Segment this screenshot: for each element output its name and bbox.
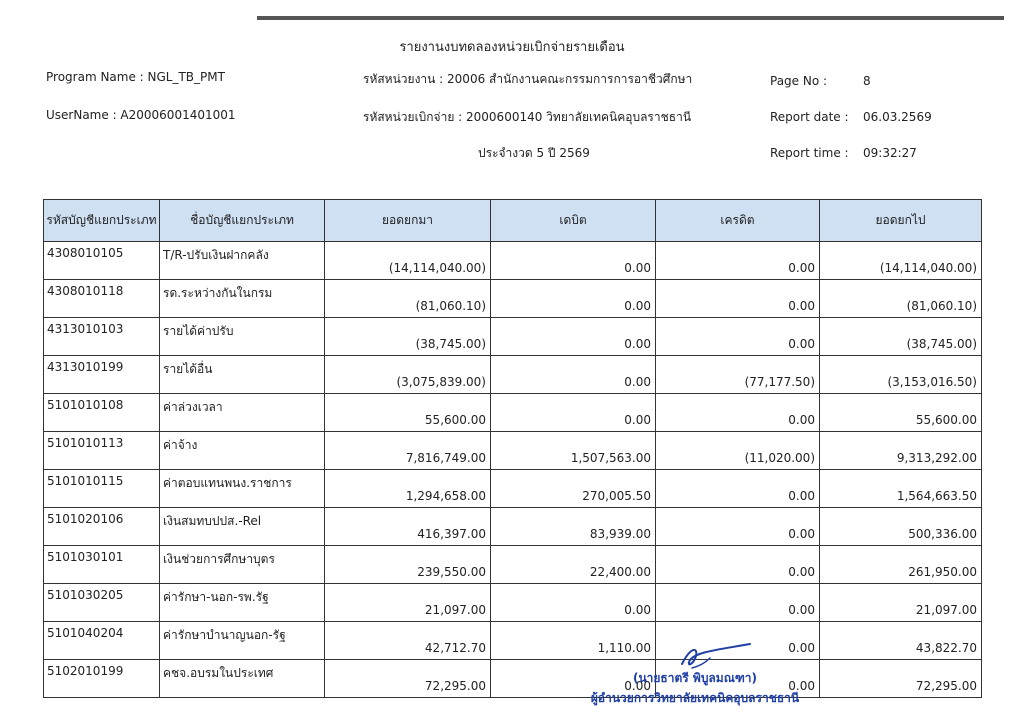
debit: 0.00	[491, 584, 656, 622]
table-row	[44, 660, 982, 698]
table-row	[44, 584, 982, 622]
closing-balance: 43,822.70	[820, 622, 982, 660]
table-row	[44, 280, 982, 318]
account-code: 4308010118	[44, 280, 160, 318]
table-row	[44, 622, 982, 660]
account-name: ค่าล่วงเวลา	[160, 394, 325, 432]
header-account-name: ชื่อบัญชีแยกประเภท	[160, 200, 325, 242]
header-account-code: รหัสบัญชีแยกประเภท	[44, 200, 160, 242]
closing-balance: 1,564,663.50	[820, 470, 982, 508]
closing-balance: (14,114,040.00)	[820, 242, 982, 280]
account-name: ค่าตอบแทนพนง.ราชการ	[160, 470, 325, 508]
credit: 0.00	[656, 622, 820, 660]
account-code: 5101030101	[44, 546, 160, 584]
debit: 0.00	[491, 318, 656, 356]
opening-balance: 72,295.00	[325, 660, 491, 698]
debit: 270,005.50	[491, 470, 656, 508]
account-code: 5101010115	[44, 470, 160, 508]
debit: 0.00	[491, 242, 656, 280]
opening-balance: 1,294,658.00	[325, 470, 491, 508]
agency-code: รหัสหน่วยงาน : 20006 สำนักงานคณะกรรมการการอาชีวศึกษา	[363, 72, 693, 86]
opening-balance: (14,114,040.00)	[325, 242, 491, 280]
opening-balance: (81,060.10)	[325, 280, 491, 318]
credit: 0.00	[656, 318, 820, 356]
credit: 0.00	[656, 242, 820, 280]
opening-balance: 416,397.00	[325, 508, 491, 546]
debit: 0.00	[491, 356, 656, 394]
table-row	[44, 394, 982, 432]
handwritten-signature-mark	[676, 638, 756, 672]
table-row	[44, 546, 982, 584]
debit: 83,939.00	[491, 508, 656, 546]
opening-balance: 42,712.70	[325, 622, 491, 660]
closing-balance: 55,600.00	[820, 394, 982, 432]
account-code: 5101030205	[44, 584, 160, 622]
user-name: UserName : A20006001401001	[46, 108, 236, 122]
header-opening-balance: ยอดยกมา	[325, 200, 491, 242]
opening-balance: 239,550.00	[325, 546, 491, 584]
table-row	[44, 432, 982, 470]
table-row	[44, 508, 982, 546]
table-header-row	[44, 200, 982, 242]
table-row	[44, 318, 982, 356]
debit: 1,110.00	[491, 622, 656, 660]
signature-block	[560, 668, 830, 708]
account-code: 4308010105	[44, 242, 160, 280]
account-name: รด.ระหว่างกันในกรม	[160, 280, 325, 318]
top-rule	[257, 16, 1004, 20]
credit: 0.00	[656, 584, 820, 622]
header-debit: เดบิต	[491, 200, 656, 242]
program-name: Program Name : NGL_TB_PMT	[46, 70, 225, 84]
opening-balance: (38,745.00)	[325, 318, 491, 356]
account-code: 5101010113	[44, 432, 160, 470]
closing-balance: 72,295.00	[820, 660, 982, 698]
account-name: ค่ารักษาบำนาญนอก-รัฐ	[160, 622, 325, 660]
signatory-name: (นายธาตรี พิบูลมณฑา)	[632, 671, 758, 685]
page-label: Page No :	[770, 74, 828, 88]
disbursing-unit: รหัสหน่วยเบิกจ่าย : 2000600140 วิทยาลัยเทคนิคอุบลราชธานี	[363, 110, 692, 124]
report-period: ประจำงวด 5 ปี 2569	[478, 146, 590, 160]
debit: 0.00	[491, 660, 656, 698]
credit: 0.00	[656, 508, 820, 546]
account-code: 5101040204	[44, 622, 160, 660]
closing-balance: (81,060.10)	[820, 280, 982, 318]
table-row	[44, 470, 982, 508]
account-name: เงินสมทบปปส.-Rel	[160, 508, 325, 546]
opening-balance: 55,600.00	[325, 394, 491, 432]
report-time-label: Report time :	[770, 146, 849, 160]
header-credit: เครดิต	[656, 200, 820, 242]
account-name: ค่าจ้าง	[160, 432, 325, 470]
credit: 0.00	[656, 394, 820, 432]
trial-balance-table	[43, 199, 982, 698]
closing-balance: 500,336.00	[820, 508, 982, 546]
table-row	[44, 242, 982, 280]
account-name: ค่ารักษา-นอก-รพ.รัฐ	[160, 584, 325, 622]
account-code: 5101020106	[44, 508, 160, 546]
opening-balance: (3,075,839.00)	[325, 356, 491, 394]
header-closing-balance: ยอดยกไป	[820, 200, 982, 242]
account-code: 5101010108	[44, 394, 160, 432]
closing-balance: 9,313,292.00	[820, 432, 982, 470]
table-row	[44, 356, 982, 394]
debit: 0.00	[491, 394, 656, 432]
account-name: รายได้ค่าปรับ	[160, 318, 325, 356]
debit: 1,507,563.00	[491, 432, 656, 470]
account-name: รายได้อื่น	[160, 356, 325, 394]
credit: 0.00	[656, 470, 820, 508]
account-name: คชจ.อบรมในประเทศ	[160, 660, 325, 698]
closing-balance: (38,745.00)	[820, 318, 982, 356]
credit: (77,177.50)	[656, 356, 820, 394]
account-code: 4313010199	[44, 356, 160, 394]
report-time-value: 09:32:27	[863, 146, 917, 160]
debit: 22,400.00	[491, 546, 656, 584]
credit: (11,020.00)	[656, 432, 820, 470]
report-date-value: 06.03.2569	[863, 110, 932, 124]
account-code: 4313010103	[44, 318, 160, 356]
signatory-position: ผู้อำนวยการวิทยาลัยเทคนิคอุบลราชธานี	[590, 691, 800, 705]
account-name: T/R-ปรับเงินฝากคลัง	[160, 242, 325, 280]
report-date-label: Report date :	[770, 110, 849, 124]
page-value: 8	[863, 74, 871, 88]
opening-balance: 21,097.00	[325, 584, 491, 622]
account-name: เงินช่วยการศึกษาบุตร	[160, 546, 325, 584]
closing-balance: (3,153,016.50)	[820, 356, 982, 394]
account-code: 5102010199	[44, 660, 160, 698]
closing-balance: 21,097.00	[820, 584, 982, 622]
closing-balance: 261,950.00	[820, 546, 982, 584]
debit: 0.00	[491, 280, 656, 318]
credit: 0.00	[656, 546, 820, 584]
credit: 0.00	[656, 280, 820, 318]
report-title: รายงานงบทดลองหน่วยเบิกจ่ายรายเดือน	[399, 40, 625, 55]
opening-balance: 7,816,749.00	[325, 432, 491, 470]
credit: 0.00	[656, 660, 820, 698]
